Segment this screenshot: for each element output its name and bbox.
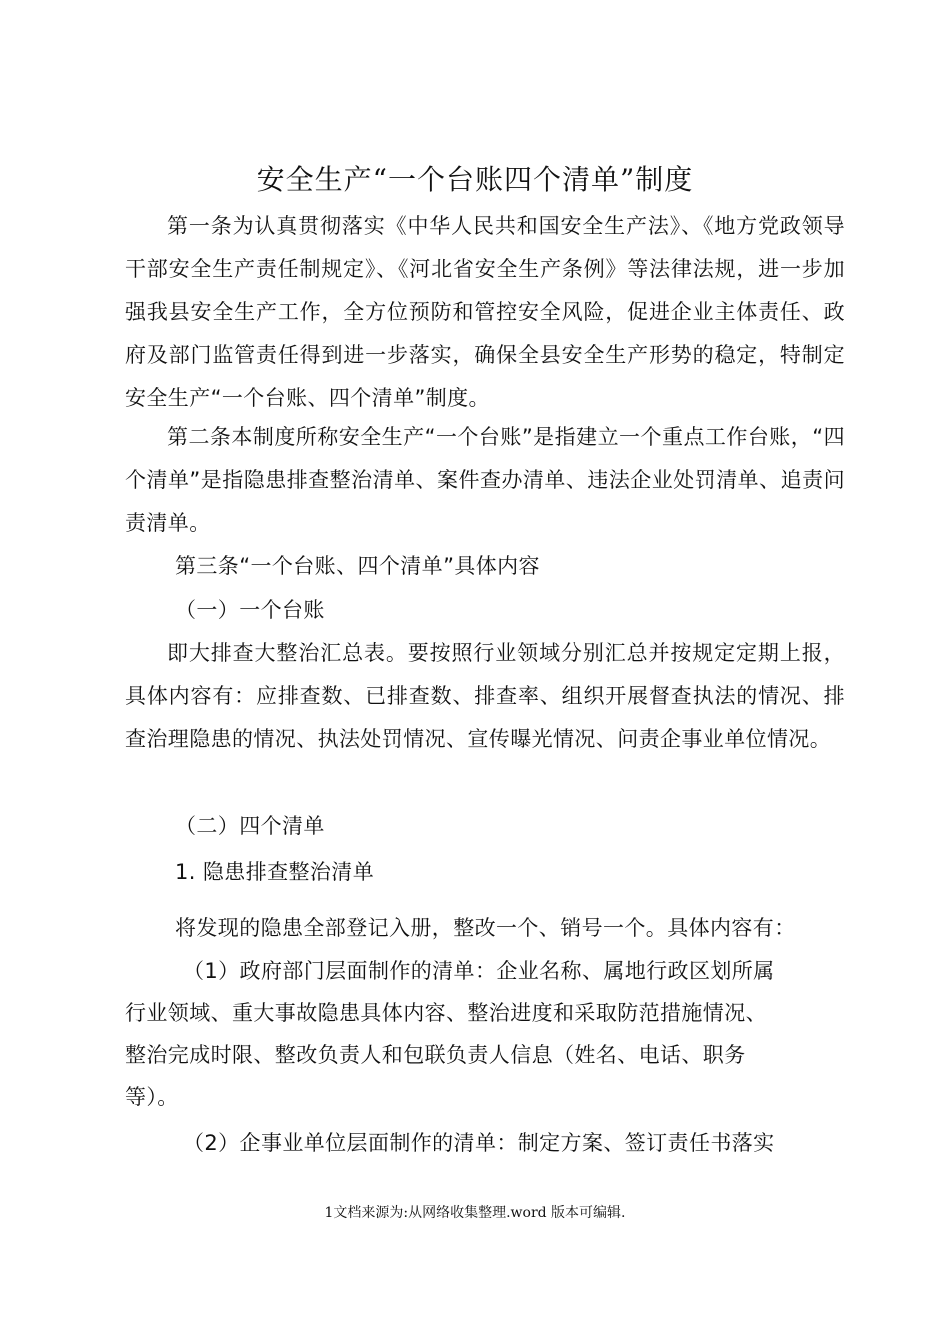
item-1-sub-2: （2）企事业单位层面制作的清单：制定方案、签订责任书落实 (183, 1131, 775, 1155)
section-1-body-text: 即大排查大整治汇总表。要按照行业领域分别汇总并按规定定期上报，具体内容有：应排查数、已排查数、排查率、组织开展督查执法的情况、排查治理隐患的情况、执法处罚情况、宣传曝光情况、问责企事业单位情况。 (125, 641, 845, 751)
document-title: 安全生产“一个台账四个清单”制度 (256, 163, 694, 196)
section-1-heading: （一）一个台账 (175, 598, 325, 622)
item-1-sub-1-line: （1）政府部门层面制作的清单：企业名称、属地行政区划所属 (183, 959, 775, 983)
article-2-text: 第二条本制度所称安全生产“一个台账”是指建立一个重点工作台账，“四个清单”是指隐患排查整治清单、案件查办清单、违法企业处罚清单、追责问责清单。 (125, 425, 845, 535)
item-1-sub-1 (125, 950, 845, 1118)
page-footer: 1文档来源为:从网络收集整理.word 版本可编辑. (324, 1205, 626, 1221)
item-1-sub-1-line: 等）。 (125, 1085, 179, 1109)
item-1-heading: 1. 隐患排查整治清单 (175, 860, 375, 884)
item-1-intro: 将发现的隐患全部登记入册，整改一个、销号一个。具体内容有： (175, 916, 796, 940)
section-2-heading: （二）四个清单 (175, 814, 325, 838)
section-1-body (125, 632, 845, 761)
item-1-sub-1-line: 整治完成时限、整改负责人和包联负责人信息（姓名、电话、职务 (125, 1043, 746, 1067)
item-1-sub-1-line: 行业领域、重大事故隐患具体内容、整治进度和采取防范措施情况、 (125, 1001, 767, 1025)
article-2 (125, 416, 845, 545)
article-1-text: 第一条为认真贯彻落实《中华人民共和国安全生产法》、《地方党政领导干部安全生产责任制规定》、《河北省安全生产条例》等法律法规，进一步加强我县安全生产工作，全方位预防和管控安全风险，促进企业主体责任、政府及部门监管责任得到进一步落实，确保全县安全生产形势的稳定，特制定安全生产“一个台账、四个清单”制度。 (125, 214, 845, 410)
article-3-heading: 第三条“一个台账、四个清单”具体内容 (175, 554, 540, 578)
article-1 (125, 205, 845, 420)
